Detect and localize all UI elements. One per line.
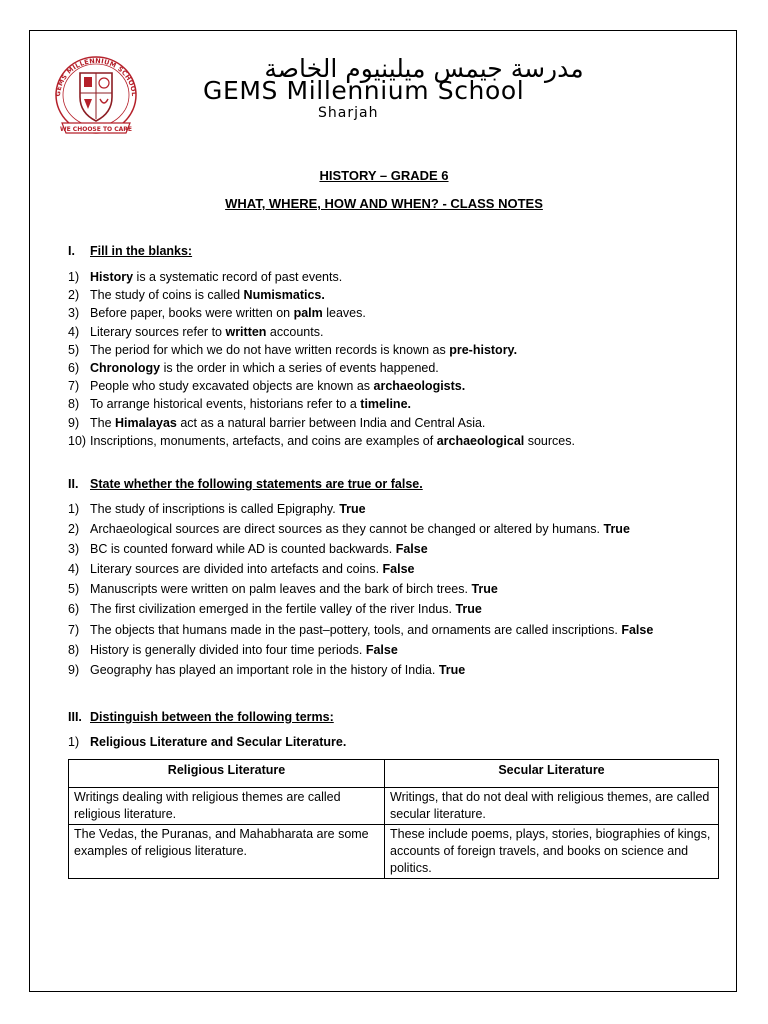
list-item <box>68 359 575 377</box>
distinguish-item-1 <box>68 733 346 751</box>
section-2-number: II. <box>68 477 79 491</box>
item-answer: True <box>603 522 630 537</box>
item-number: 6) <box>68 360 80 375</box>
item-text: Inscriptions, monuments, artefacts, and coins are examples of <box>90 433 437 448</box>
table-cell: These include poems, plays, stories, biographies of kings, accounts of foreign travels, and books on science and politics. <box>385 825 719 879</box>
item-answer: False <box>395 542 428 557</box>
item-number: 7) <box>68 379 80 394</box>
list-item <box>68 432 575 450</box>
item-answer: True <box>438 662 466 677</box>
item-number: 1) <box>68 502 80 516</box>
list-item <box>68 640 653 660</box>
section-3-title: Distinguish between the following terms: <box>90 710 334 724</box>
item-text: The <box>90 415 116 430</box>
list-item <box>68 268 575 286</box>
item-number: 1) <box>68 270 80 284</box>
item-answer: archaeologists. <box>373 379 466 394</box>
item-text: History is generally divided into four time periods. <box>90 642 366 657</box>
school-name-arabic: مدرسة جيمس ميلينيوم الخاصة <box>264 54 584 83</box>
table-header-row <box>69 760 719 788</box>
item-number: 7) <box>68 622 80 637</box>
item-answer: Numismatics. <box>243 288 325 303</box>
item-text: The period for which we do not have written records is known as <box>90 342 450 357</box>
item-answer: written <box>225 324 267 339</box>
section-2-heading <box>68 476 423 492</box>
list-item <box>68 304 575 322</box>
item-number: 10) <box>68 433 87 448</box>
list-item <box>68 519 653 539</box>
item-text: accounts. <box>266 324 324 339</box>
item-number: 6) <box>68 602 80 617</box>
list-item <box>68 559 653 579</box>
item-answer: False <box>365 642 398 657</box>
item-number: 9) <box>68 662 80 677</box>
item-text: The study of coins is called <box>90 288 244 303</box>
item-text: People who study excavated objects are known as <box>90 379 374 394</box>
list-item <box>68 377 575 395</box>
subject-title: HISTORY – GRADE 6 <box>319 168 449 183</box>
item-answer: True <box>339 502 366 516</box>
item-text: Literary sources refer to <box>90 324 226 339</box>
item-number: 5) <box>68 582 80 597</box>
item-answer: False <box>621 622 654 637</box>
list-item <box>68 599 653 619</box>
table-row <box>69 825 719 879</box>
item-number: 4) <box>68 324 80 339</box>
list-item <box>68 579 653 599</box>
list-item <box>68 395 575 413</box>
item-number: 3) <box>68 542 80 557</box>
section-1-number: I. <box>68 244 75 258</box>
item-number: 9) <box>68 415 80 430</box>
item-answer: palm <box>293 306 323 321</box>
distinguish-item-title: Religious Literature and Secular Literature. <box>90 735 347 749</box>
item-answer: archaeological <box>436 433 525 448</box>
item-answer: True <box>455 602 482 617</box>
item-text: act as a natural barrier between India and Central Asia. <box>176 415 486 430</box>
item-text: The first civilization emerged in the fertile valley of the river Indus. <box>90 602 456 617</box>
list-item <box>68 341 575 359</box>
item-text: Geography has played an important role in the history of India. <box>90 662 439 677</box>
item-text: The study of inscriptions is called Epigraphy. <box>90 502 340 516</box>
logo-text-bottom: WE CHOOSE TO CARE <box>60 126 132 133</box>
table-header-cell: Secular Literature <box>385 760 719 788</box>
list-item <box>68 620 653 640</box>
item-text: BC is counted forward while AD is counted backwards. <box>90 542 396 557</box>
school-location: Sharjah <box>318 105 379 121</box>
list-item <box>68 499 653 519</box>
item-number: 2) <box>68 288 80 303</box>
item-text: is the order in which a series of events happened. <box>160 360 439 375</box>
section-3-number: III. <box>68 710 82 724</box>
item-answer: Himalayas <box>115 415 177 430</box>
section-3-heading <box>68 709 334 725</box>
table-cell: The Vedas, the Puranas, and Mahabharata are some examples of religious literature. <box>69 825 385 879</box>
list-item <box>68 286 575 304</box>
table-cell: Writings dealing with religious themes are called religious literature. <box>69 788 385 825</box>
item-text: Before paper, books were written on <box>90 306 294 321</box>
item-text: is a systematic record of past events. <box>133 270 343 284</box>
topic-title: WHAT, WHERE, HOW AND WHEN? - CLASS NOTES <box>225 196 543 211</box>
item-answer: pre-history. <box>449 342 518 357</box>
item-text: sources. <box>524 433 575 448</box>
list-item <box>68 660 653 680</box>
item-answer: Chronology <box>90 360 161 375</box>
item-text: Literary sources are divided into artefacts and coins. <box>90 562 383 577</box>
list-item <box>68 323 575 341</box>
item-answer: False <box>382 562 415 577</box>
section-1-heading <box>68 243 192 259</box>
item-number: 8) <box>68 642 80 657</box>
table-header-cell: Religious Literature <box>69 760 385 788</box>
section-1-title: Fill in the blanks: <box>90 244 193 258</box>
school-name: GEMS Millennium School <box>203 76 525 105</box>
item-number: 8) <box>68 397 80 412</box>
item-text: To arrange historical events, historians refer to a <box>90 397 361 412</box>
item-text: Manuscripts were written on palm leaves and the bark of birch trees. <box>90 582 472 597</box>
list-item <box>68 539 653 559</box>
item-text: Archaeological sources are direct sources as they cannot be changed or altered by humans. <box>90 522 604 537</box>
table-row <box>69 788 719 825</box>
logo-text-top: GEMS MILLENNIUM SCHOOL <box>53 56 139 97</box>
item-answer: History <box>90 270 134 284</box>
item-number: 5) <box>68 342 80 357</box>
table-cell: Writings, that do not deal with religious themes, are called secular literature. <box>385 788 719 825</box>
section-2-title: State whether the following statements are true or false. <box>90 477 423 491</box>
item-text: The objects that humans made in the past–pottery, tools, and ornaments are called inscriptions. <box>90 622 622 637</box>
fill-blanks-list <box>68 268 575 450</box>
item-number: 2) <box>68 522 80 537</box>
item-text: leaves. <box>322 306 366 321</box>
item-number: 4) <box>68 562 80 577</box>
school-crest-logo <box>40 47 150 141</box>
list-item <box>68 414 575 432</box>
comparison-table <box>68 759 719 879</box>
distinguish-item-number: 1) <box>68 735 80 749</box>
item-answer: timeline. <box>360 397 411 412</box>
true-false-list <box>68 499 653 680</box>
item-answer: True <box>471 582 498 597</box>
item-number: 3) <box>68 306 80 321</box>
